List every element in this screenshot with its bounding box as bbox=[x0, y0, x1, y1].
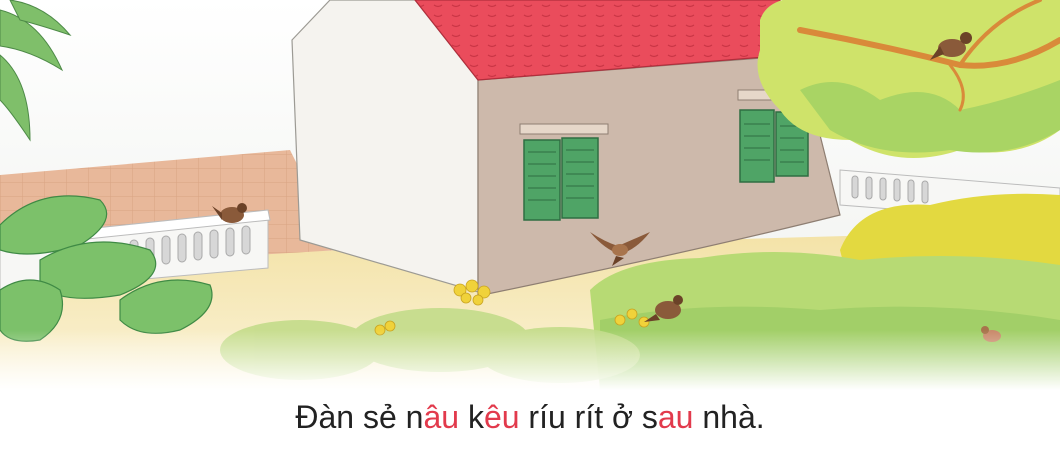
bottom-fade bbox=[0, 330, 1060, 390]
caption-text: nhà. bbox=[693, 399, 765, 435]
caption-text: Đàn sẻ n bbox=[295, 399, 424, 435]
caption-highlight: êu bbox=[483, 399, 520, 435]
window-shutter bbox=[740, 110, 774, 182]
caption-text: ríu rít ở s bbox=[519, 399, 658, 435]
caption-highlight: âu bbox=[423, 399, 460, 435]
caption-text: k bbox=[459, 399, 484, 435]
caption-highlight: au bbox=[657, 399, 694, 435]
caption bbox=[0, 392, 1060, 442]
